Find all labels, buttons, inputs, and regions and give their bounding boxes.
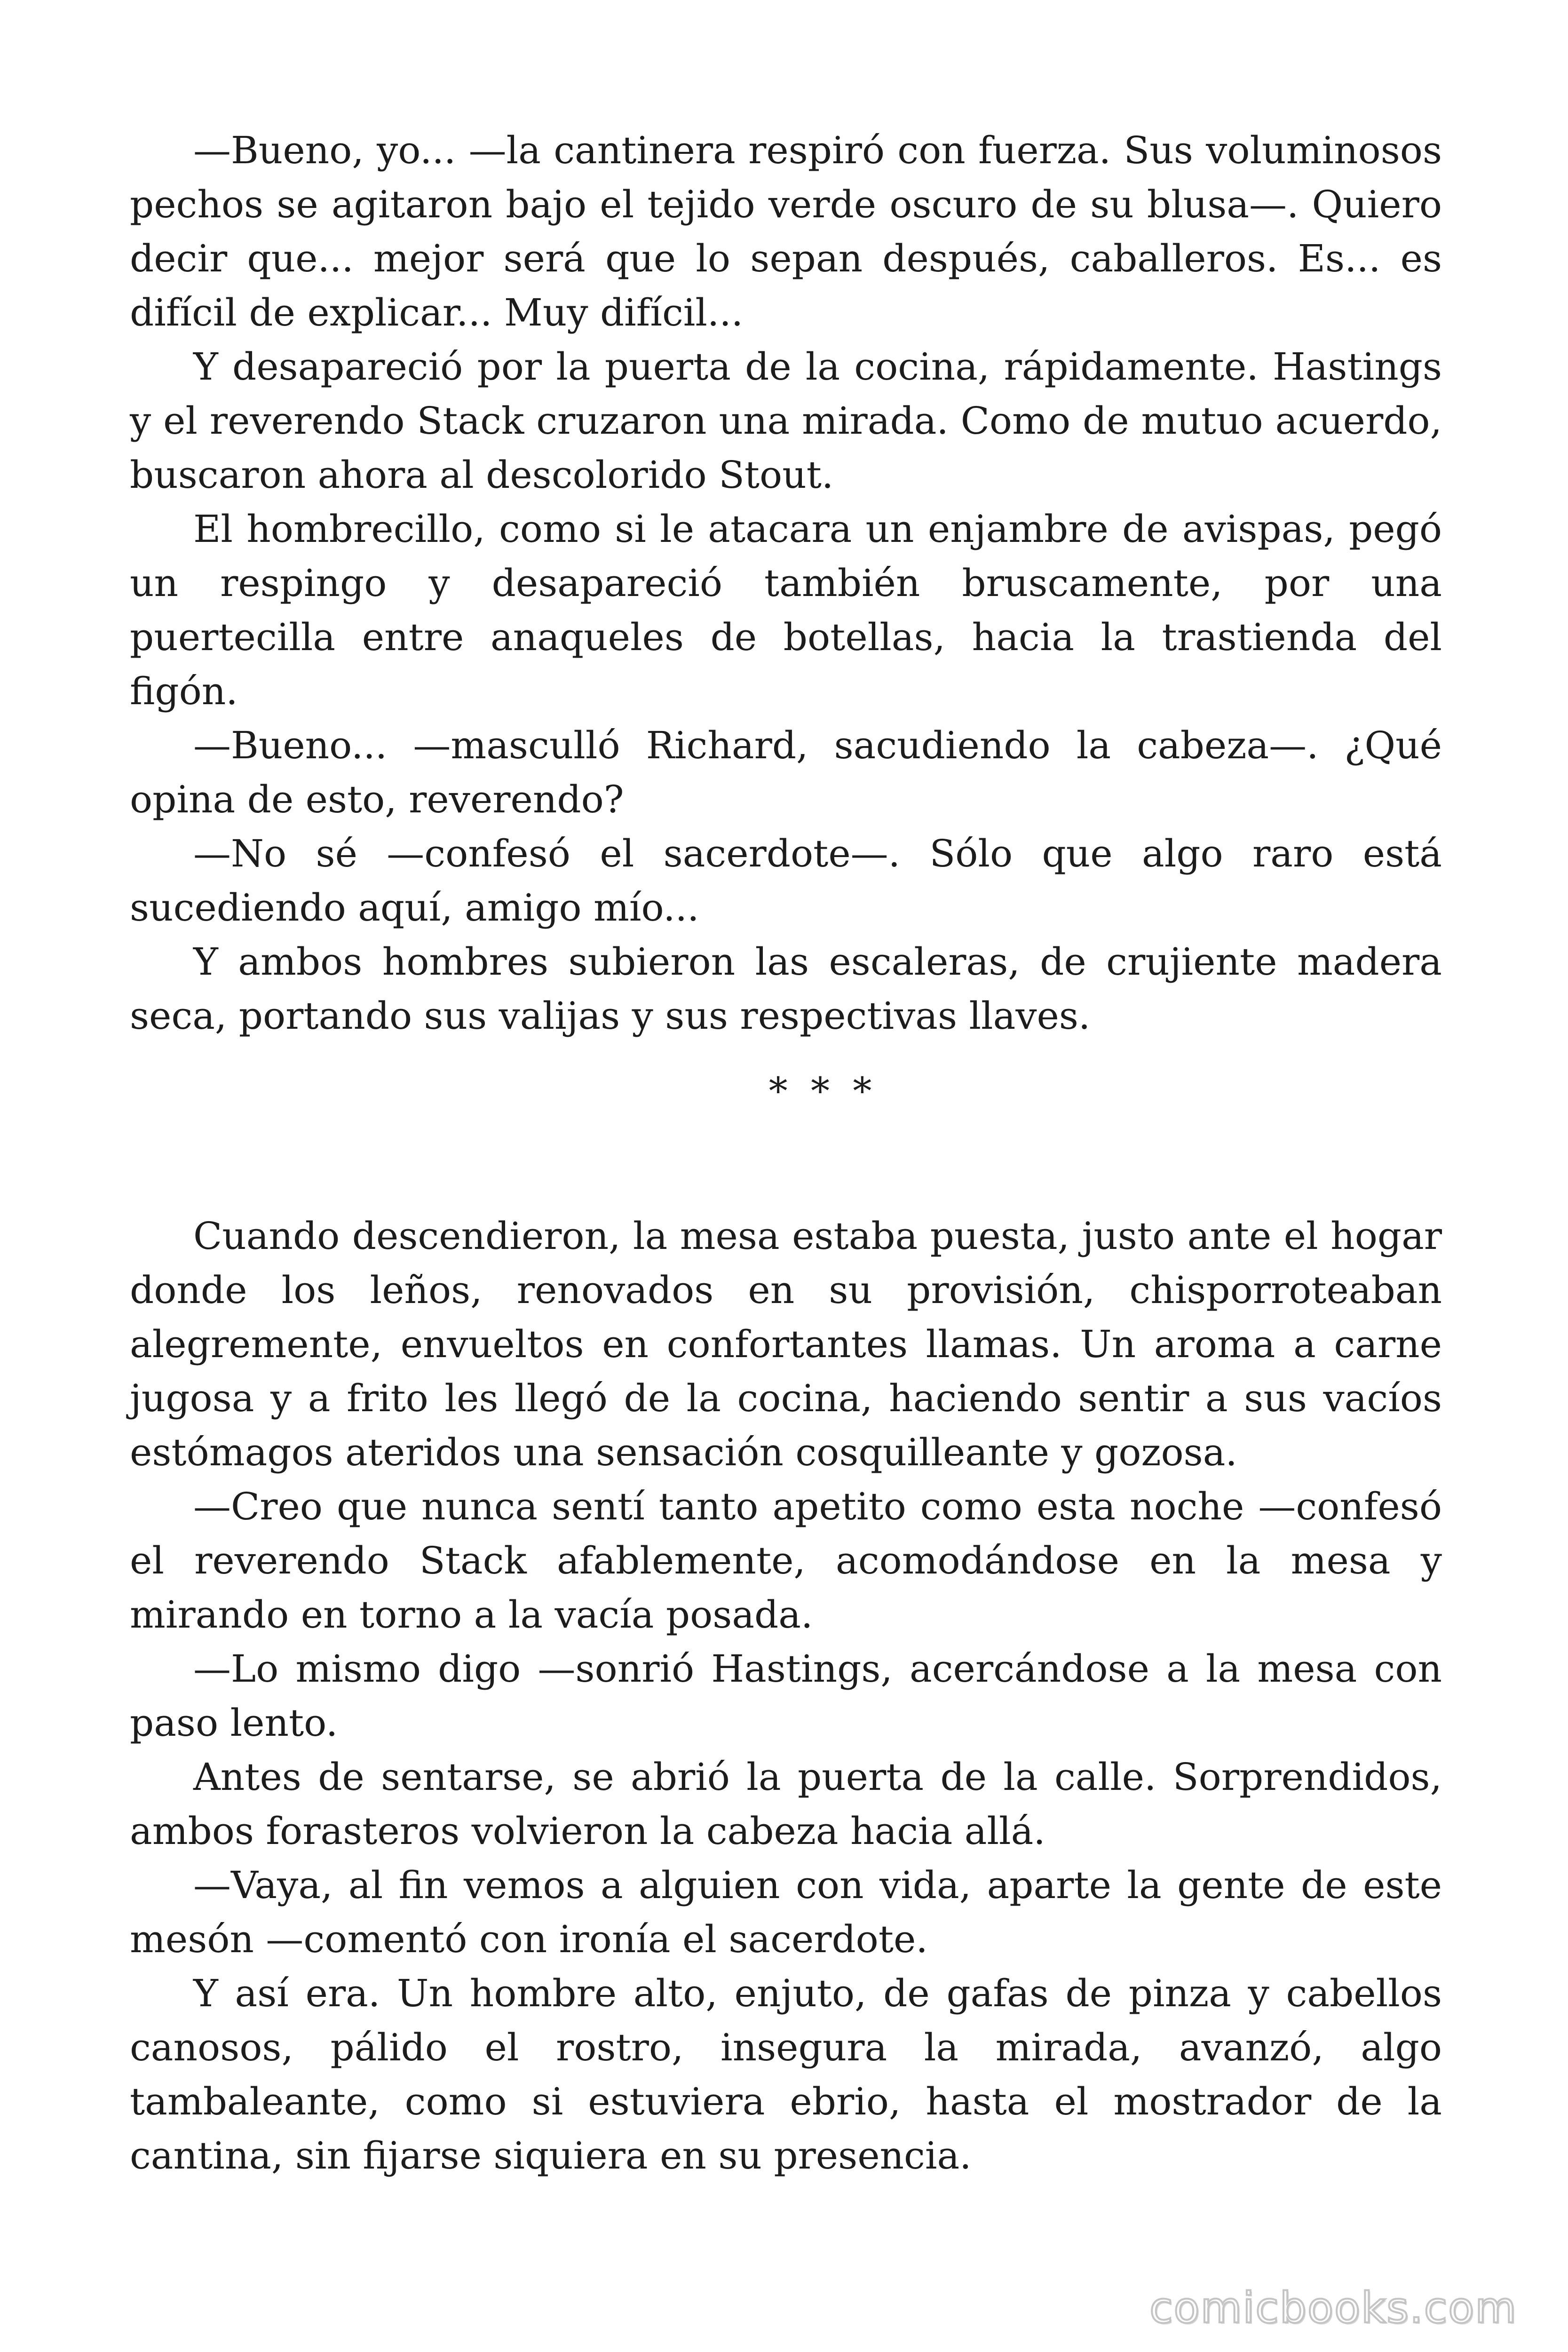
paragraph: —Bueno... —masculló Richard, sacudiendo la cabeza—. ¿Qué opina de esto, reverendo? [130, 723, 1442, 821]
section-one-text [130, 123, 1442, 1043]
paragraph: Cuando descendieron, la mesa estaba puesta, justo ante el hogar donde los leños, renovados en su provisión, chisporroteaban alegremente, envueltos en confortantes llamas. Un aroma a carne jugosa y a frito les llegó de la cocina, haciendo sentir a sus vacíos estómagos ateridos una sensación cosquilleante y gozosa. [130, 1214, 1442, 1474]
paragraph: Y ambos hombres subieron las escaleras, de crujiente madera seca, portando sus valijas y sus respectivas llaves. [130, 940, 1442, 1038]
paragraph: —Bueno, yo... —la cantinera respiró con fuerza. Sus voluminosos pechos se agitaron bajo el tejido verde oscuro de su blusa—. Quiero decir que... mejor será que lo sepan después, caballeros. Es... es difícil de explicar... Muy difícil... [130, 128, 1442, 334]
section-separator: * * * [768, 1069, 878, 1113]
paragraph: —Vaya, al fin vemos a alguien con vida, aparte la gente de este mesón —comentó con ironía el sacerdote. [130, 1863, 1442, 1961]
paragraph: El hombrecillo, como si le atacara un enjambre de avispas, pegó un respingo y desapareció también bruscamente, por una puertecilla entre anaqueles de botellas, hacia la trastienda del figón. [130, 507, 1442, 713]
paragraph: Antes de sentarse, se abrió la puerta de la calle. Sorprendidos, ambos forasteros volvieron la cabeza hacia allá. [130, 1755, 1442, 1853]
paragraph: Y desapareció por la puerta de la cocina, rápidamente. Hastings y el reverendo Stack cruzaron una mirada. Como de mutuo acuerdo, buscaron ahora al descolorido Stout. [130, 345, 1442, 497]
section-two-text [130, 1209, 1442, 2183]
paragraph: —Creo que nunca sentí tanto apetito como esta noche —confesó el reverendo Stack afablemente, acomodándose en la mesa y mirando en torno a la vacía posada. [130, 1485, 1442, 1637]
paragraph: —Lo mismo digo —sonrió Hastings, acercándose a la mesa con paso lento. [130, 1647, 1442, 1745]
paragraph: Y así era. Un hombre alto, enjuto, de gafas de pinza y cabellos canosos, pálido el rostro, insegura la mirada, avanzó, algo tambaleante, como si estuviera ebrio, hasta el mostrador de la cantina, sin fijarse siquiera en su presencia. [130, 1971, 1442, 2177]
paragraph: —No sé —confesó el sacerdote—. Sólo que algo raro está sucediendo aquí, amigo mío... [130, 832, 1442, 930]
watermark: comicbooks.com [1149, 2283, 1517, 2333]
